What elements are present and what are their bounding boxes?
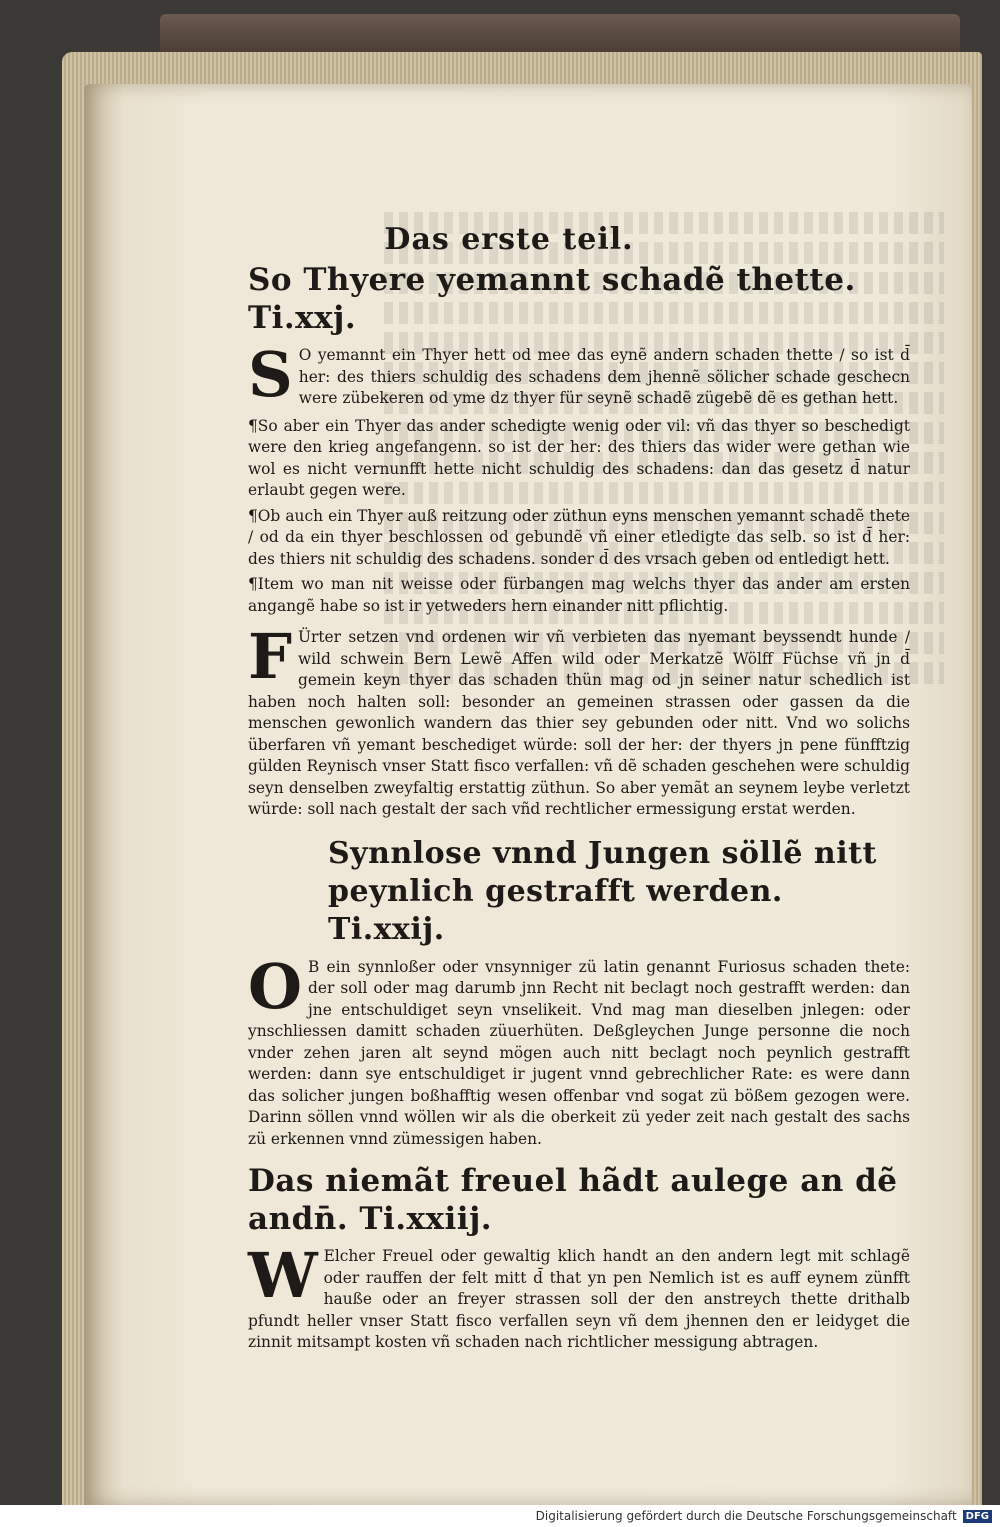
paragraph: ¶Item wo man nit weisse oder fürbangen mag welchs thyer das ander am ersten angangẽ habe so ist ir yetweders hern einander nitt pflichtig. [248,575,910,615]
paragraph [248,620,910,821]
paragraph [248,1239,910,1354]
dfg-logo[interactable]: DFG [963,1510,992,1523]
drop-cap: S [248,338,293,411]
section-heading-1: So Thyere yemannt schadẽ thette. Ti.xxj. [248,262,856,336]
paragraph-text: O yemannt ein Thyer hett od mee das eynẽ andern schaden thette / so ist d̄ her: des thiers schuldig des schadens dem jhennẽ sölicher schade geschecn were zübekeren od yme dz thyer für seynẽ schadẽ zügebẽ dẽ es gethan hett. [298,346,910,407]
paragraph [248,949,910,1151]
running-head: Das erste teil. [384,222,634,257]
funding-text: Digitalisierung gefördert durch die Deutsche Forschungsgemeinschaft [535,1509,957,1523]
drop-cap: F [248,620,293,693]
drop-cap: W [248,1239,318,1312]
paragraph: ¶So aber ein Thyer das ander schedigte wenig oder vil: vñ das thyer so beschedigt were den krieg angefangenn. so ist der her: des thiers das wider were gethan wie wol es nicht vernunfft hette nicht schuldig des schadens: dan das gesetz d̄ natur erlaubt gegen were. [248,416,910,499]
paragraph: ¶Ob auch ein Thyer auß reitzung oder züthun eyns menschen yemannt schadẽ thete / od da ein thyer beschlossen od gebundẽ vñ einer etledigte das selb. so ist d̄ her: des thiers nit schuldig des schadens. sonder d̄ des vrsach geben od entledigt hett. [248,506,910,568]
paragraph [248,338,910,411]
page-text [248,222,910,1360]
drop-cap: O [248,949,303,1023]
paragraph-text: Ürter setzen vnd ordenen wir vñ verbieten das nyemant beyssendt hunde / wild schwein Bern Lewẽ Affen wild oder Merkatzẽ Wölff Füchse vñ jn d̄ gemein keyn thyer das schaden thün mag od jn seiner natur schedlich ist haben noch halten soll: besonder an gemeinen strassen oder gassen da die menschen gewonlich wandern das thier sey gebunden oder nitt. Vnd wo solichs überfaren vñ yemant beschediget würde: soll der her: der thyers jn pene fünfftzig gülden Reynisch vnser Statt fisco verfallen: vñ dẽ schaden geschehen were schuldig seyn denselben zweyfaltig erstattig züthun. So aber yemãt an seynem leybe verletzt würde: soll nach gestalt der sach vñd rechtlicher ermessigung erstat werden. [248,628,910,818]
funding-footer [0,1505,1000,1527]
section-heading-2: Synnlose vnnd Jungen söllẽ nitt peynlich gestrafft werden. Ti.xxij. [328,835,877,947]
paragraph-text: B ein synnloßer oder vnsynniger zü latin genannt Furiosus schaden thete: der soll oder mag darumb jnn Recht nit beclagt noch gestrafft werden: dan jne entschuldiget seyn vnselikeit. Vnd mag man dieselben jnlegen: oder ynschliessen damitt schaden züuerhüten. Deßgleychen Junge personne die noch vnder zehen jaren alt seynd mögen auch nitt beclagt noch peynlich gestrafft werden: dann sye entschuldiget ir jugent vnnd gebrechlicher Rate: es were dann das solicher jungen boßhafftig wesen offenbar vnd sogat zü bößem gezogen were. Darinn söllen vnnd wöllen wir als die oberkeit zü yeder zeit nach gestalt des sachs zü erkennen vnnd zümessigen haben. [248,957,910,1148]
paragraph-text: Elcher Freuel oder gewaltig klich handt an den andern legt mit schlagẽ oder rauffen der felt mitt d̄ that yn pen Nemlich ist es auff eynem zünfft hauße oder an freyer strassen soll der den anstreych thette drithalb pfundt heller vnser Statt fisco verfallen seyn vñ dem jhennen den er leidyget die zinnit mitsampt kosten vñ schaden nach richtlicher messigung abtragen. [248,1247,910,1351]
section-heading-3: Das niemãt freuel hãdt aulege an dẽ andn̄. Ti.xxiij. [248,1163,898,1237]
